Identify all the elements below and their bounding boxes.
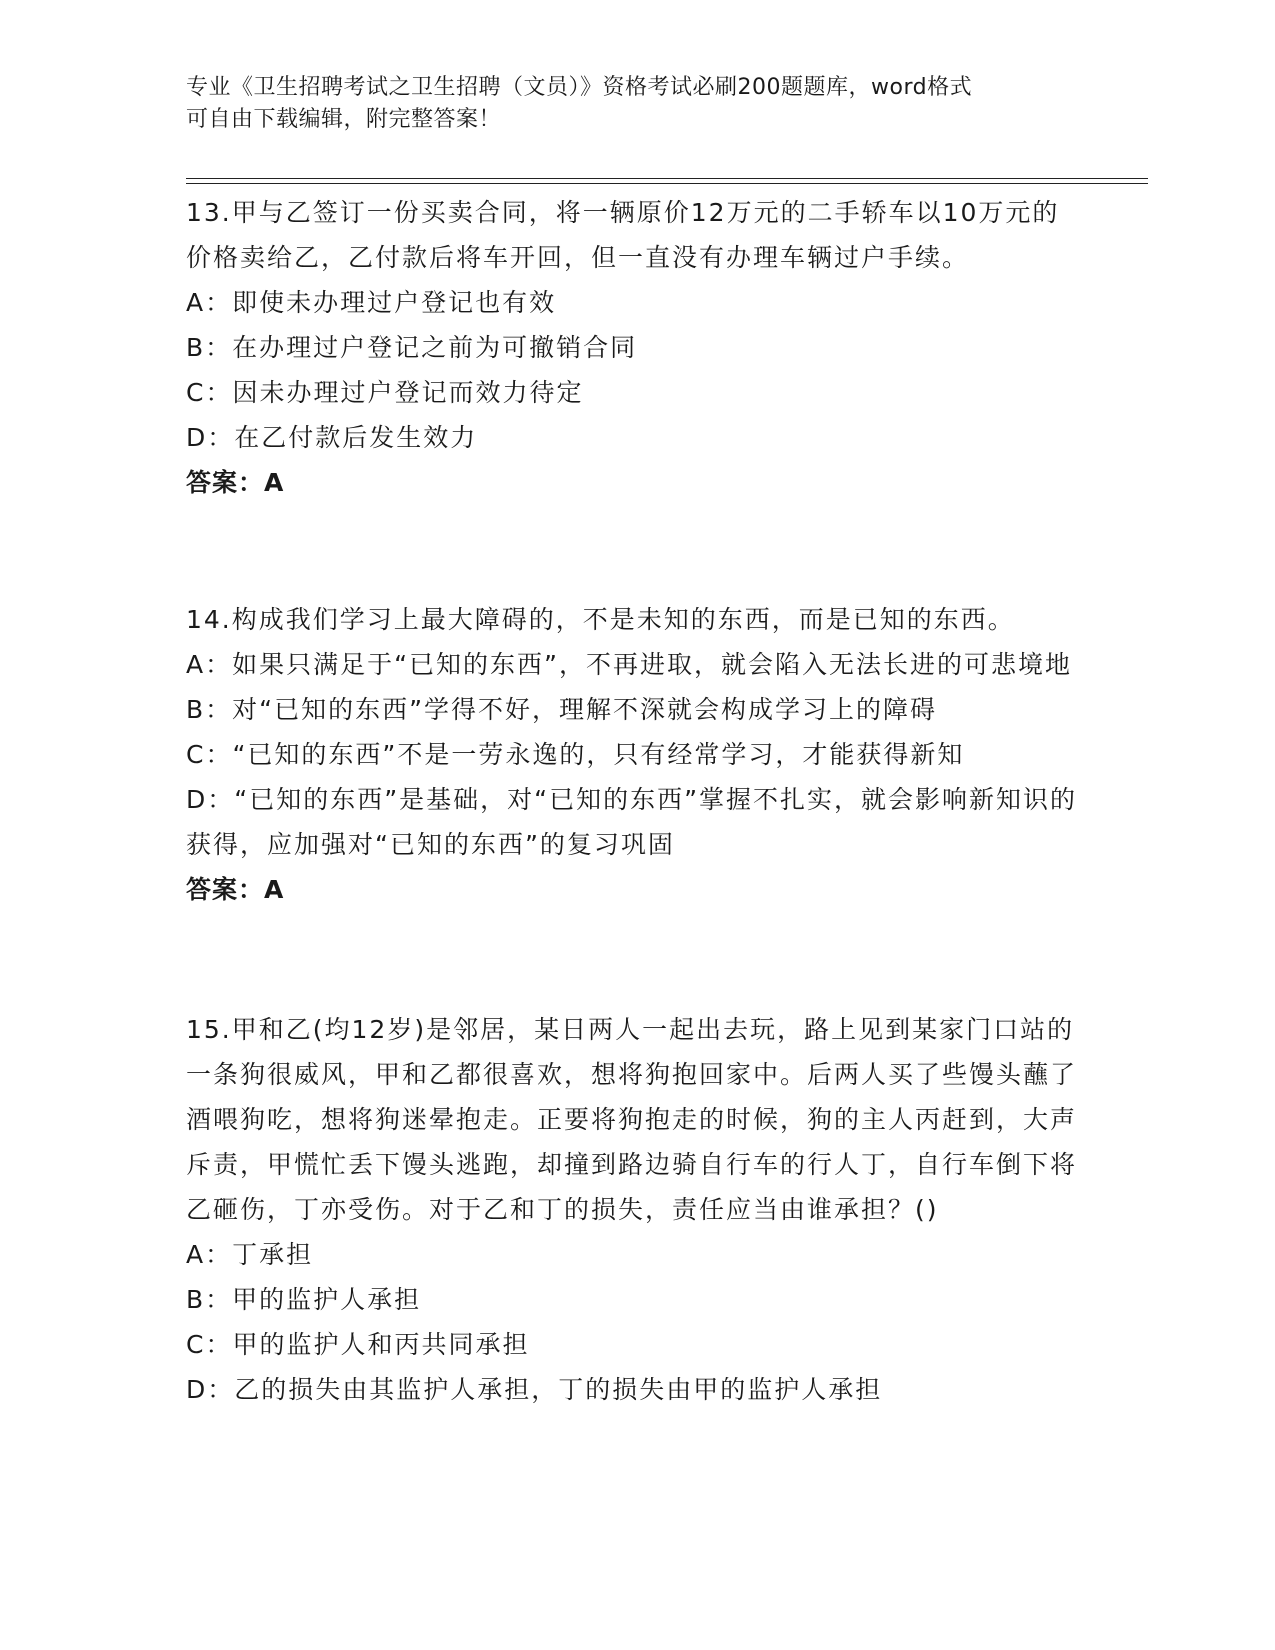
option-d: D：乙的损失由其监护人承担，丁的损失由甲的监护人承担 [186,1375,883,1404]
header-line-2: 可自由下载编辑，附完整答案！ [186,107,502,132]
option-c: C：“已知的东西”不是一劳永逸的，只有经常学习，才能获得新知 [186,740,965,769]
option-c: C：甲的监护人和丙共同承担 [186,1330,530,1359]
question-15 [186,1007,1081,1412]
option-a: A：即使未办理过户登记也有效 [186,288,557,317]
option-d: D：在乙付款后发生效力 [186,423,478,452]
question-14 [186,597,1081,912]
answer-line: 答案：A [186,875,285,904]
option-b: B：对“已知的东西”学得不好，理解不深就会构成学习上的障碍 [186,695,938,724]
option-c: C：因未办理过户登记而效力待定 [186,378,584,407]
question-stem: 15.甲和乙(均12岁)是邻居，某日两人一起出去玩，路上见到某家门口站的一条狗很威风，甲和乙都很喜欢，想将狗抱回家中。后两人买了些馒头蘸了酒喂狗吃，想将狗迷晕抱走。正要将狗抱走的时候，狗的主人丙赶到，大声斥责，甲慌忙丢下馒头逃跑，却撞到路边骑自行车的行人丁，自行车倒下将乙砸伤，丁亦受伤。对于乙和丁的损失，责任应当由谁承担？() [186,1015,1078,1224]
answer-line: 答案：A [186,468,285,497]
question-stem: 14.构成我们学习上最大障碍的，不是未知的东西，而是已知的东西。 [186,605,1015,634]
option-d: D：“已知的东西”是基础，对“已知的东西”掌握不扎实，就会影响新知识的获得，应加强对“已知的东西”的复习巩固 [186,785,1078,859]
document-header [186,72,1066,136]
question-13 [186,190,1081,505]
option-b: B：甲的监护人承担 [186,1285,422,1314]
header-divider-top [186,178,1148,179]
option-a: A：如果只满足于“已知的东西”，不再进取，就会陷入无法长进的可悲境地 [186,650,1073,679]
question-stem: 13.甲与乙签订一份买卖合同，将一辆原价12万元的二手轿车以10万元的价格卖给乙，乙付款后将车开回，但一直没有办理车辆过户手续。 [186,198,1060,272]
option-a: A：丁承担 [186,1240,314,1269]
header-line-1: 专业《卫生招聘考试之卫生招聘（文员）》资格考试必刷200题题库，word格式 [186,75,973,100]
option-b: B：在办理过户登记之前为可撤销合同 [186,333,638,362]
header-divider-bottom [186,183,1148,184]
